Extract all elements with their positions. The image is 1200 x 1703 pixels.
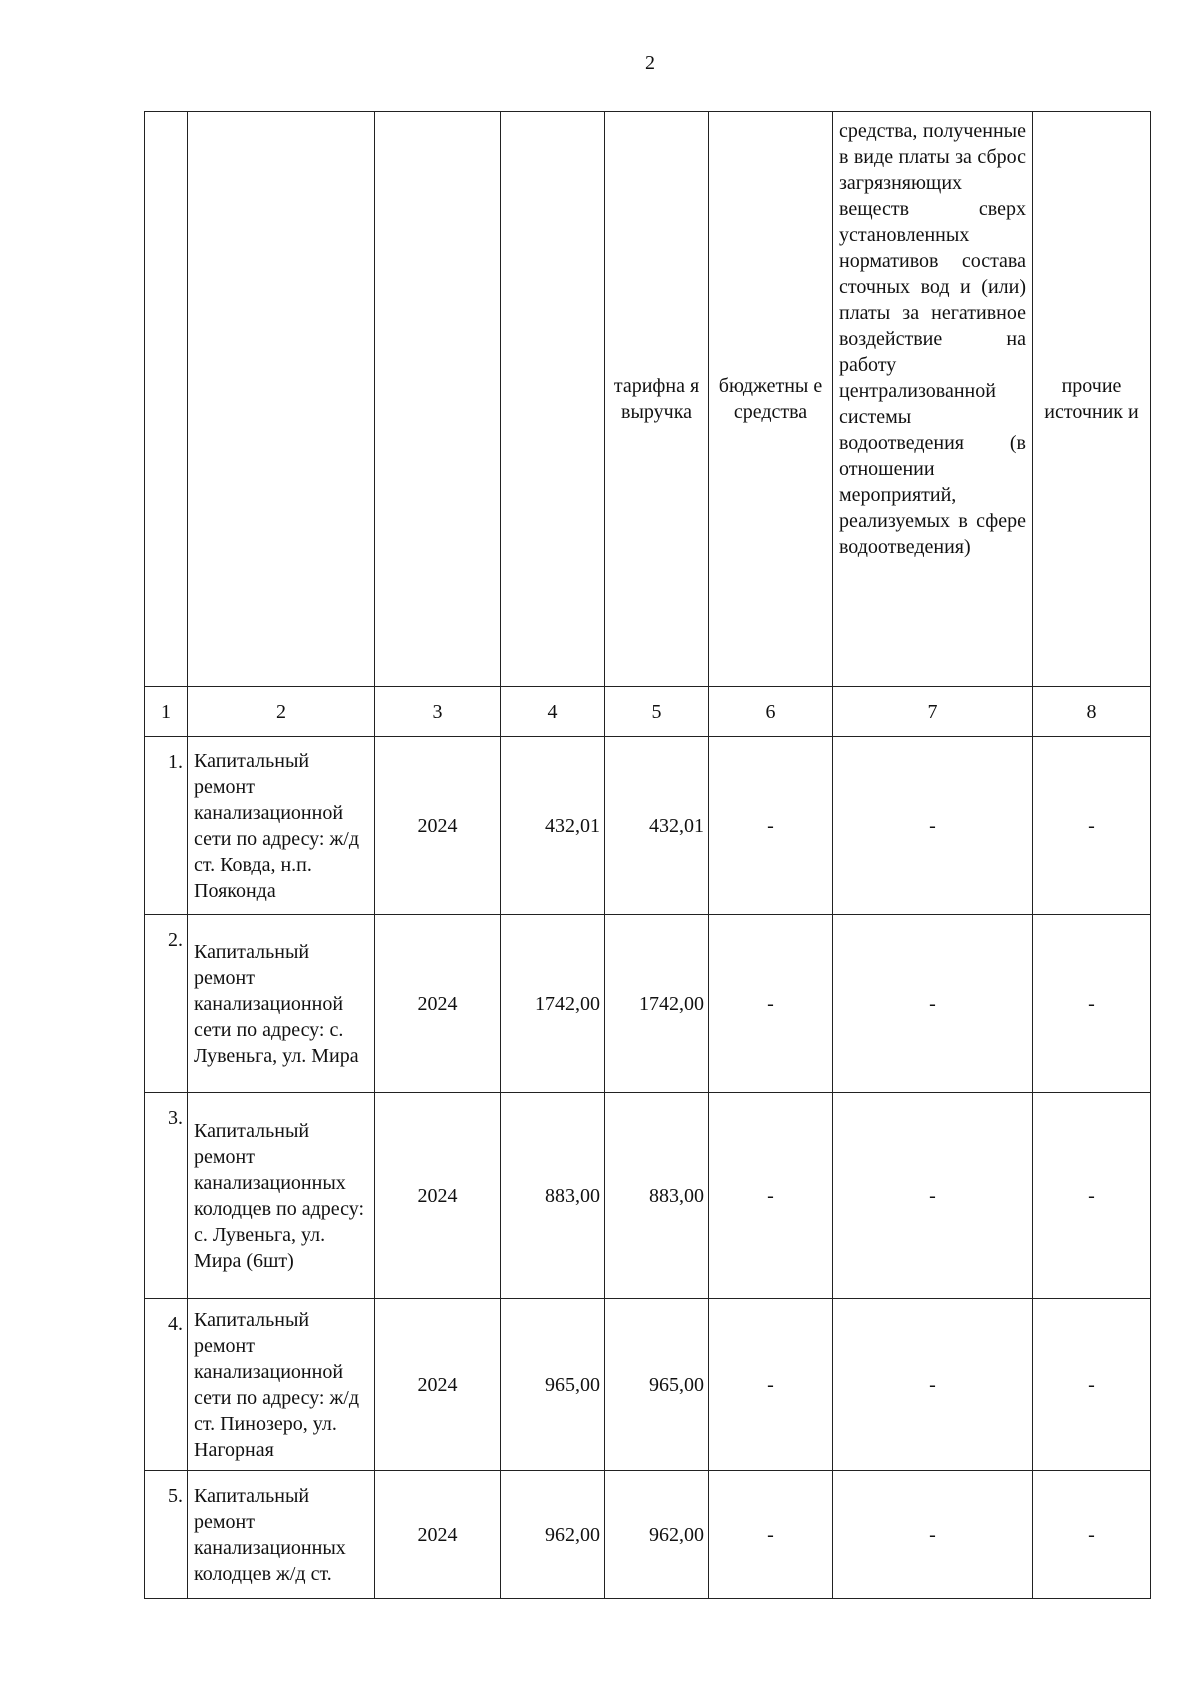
row-year: 2024 <box>375 1093 501 1299</box>
table-row <box>145 1299 1151 1471</box>
column-number: 6 <box>709 687 833 737</box>
investment-table <box>144 111 1151 1599</box>
row-name: Капитальный ремонт канализационной сети по адресу: ж/д ст. Ковда, н.п. Пояконда <box>188 737 375 915</box>
header-budget-funds: бюджетны е средства <box>709 112 833 687</box>
row-fees: - <box>833 1093 1033 1299</box>
row-name: Капитальный ремонт канализационных колодцев по адресу: с. Лувеньга, ул. Мира (6шт) <box>188 1093 375 1299</box>
row-other: - <box>1033 915 1151 1093</box>
row-total: 962,00 <box>501 1471 605 1599</box>
row-tariff: 1742,00 <box>605 915 709 1093</box>
table-row <box>145 915 1151 1093</box>
row-number: 1. <box>145 737 188 915</box>
row-total: 432,01 <box>501 737 605 915</box>
table-row <box>145 1093 1151 1299</box>
column-number: 4 <box>501 687 605 737</box>
table-row <box>145 737 1151 915</box>
row-year: 2024 <box>375 737 501 915</box>
row-total: 883,00 <box>501 1093 605 1299</box>
row-year: 2024 <box>375 915 501 1093</box>
header-row <box>145 112 1151 687</box>
header-tariff-revenue: тарифна я выручка <box>605 112 709 687</box>
row-name: Капитальный ремонт канализационной сети по адресу: ж/д ст. Пинозеро, ул. Нагорная <box>188 1299 375 1471</box>
column-number-row <box>145 687 1151 737</box>
row-other: - <box>1033 737 1151 915</box>
header-cell-3 <box>375 112 501 687</box>
header-other-sources: прочие источник и <box>1033 112 1151 687</box>
row-fees: - <box>833 915 1033 1093</box>
row-other: - <box>1033 1471 1151 1599</box>
row-tariff: 432,01 <box>605 737 709 915</box>
row-budget: - <box>709 737 833 915</box>
column-number: 2 <box>188 687 375 737</box>
row-budget: - <box>709 1471 833 1599</box>
row-tariff: 883,00 <box>605 1093 709 1299</box>
row-number: 5. <box>145 1471 188 1599</box>
header-cell-1 <box>145 112 188 687</box>
row-budget: - <box>709 1299 833 1471</box>
row-other: - <box>1033 1093 1151 1299</box>
row-budget: - <box>709 1093 833 1299</box>
row-number: 3. <box>145 1093 188 1299</box>
row-total: 1742,00 <box>501 915 605 1093</box>
page-number: 2 <box>645 52 655 74</box>
row-number: 4. <box>145 1299 188 1471</box>
row-other: - <box>1033 1299 1151 1471</box>
row-name: Капитальный ремонт канализационной сети по адресу: с. Лувеньга, ул. Мира <box>188 915 375 1093</box>
row-year: 2024 <box>375 1299 501 1471</box>
row-tariff: 962,00 <box>605 1471 709 1599</box>
row-tariff: 965,00 <box>605 1299 709 1471</box>
column-number: 8 <box>1033 687 1151 737</box>
row-total: 965,00 <box>501 1299 605 1471</box>
column-number: 5 <box>605 687 709 737</box>
row-fees: - <box>833 1299 1033 1471</box>
row-number: 2. <box>145 915 188 1093</box>
header-pollution-fees: средства, полученные в виде платы за сброс загрязняющих веществ сверх установленных нормативов состава сточных вод и (или) платы за негативное воздействие на работу централизованной системы водоотведения (в отношении мероприятий, реализуемых в сфере водоотведения) <box>833 112 1033 687</box>
header-cell-4 <box>501 112 605 687</box>
column-number: 3 <box>375 687 501 737</box>
column-number: 7 <box>833 687 1033 737</box>
row-budget: - <box>709 915 833 1093</box>
row-fees: - <box>833 737 1033 915</box>
row-year: 2024 <box>375 1471 501 1599</box>
column-number: 1 <box>145 687 188 737</box>
row-name: Капитальный ремонт канализационных колодцев ж/д ст. <box>188 1471 375 1599</box>
table-row <box>145 1471 1151 1599</box>
header-cell-2 <box>188 112 375 687</box>
row-fees: - <box>833 1471 1033 1599</box>
